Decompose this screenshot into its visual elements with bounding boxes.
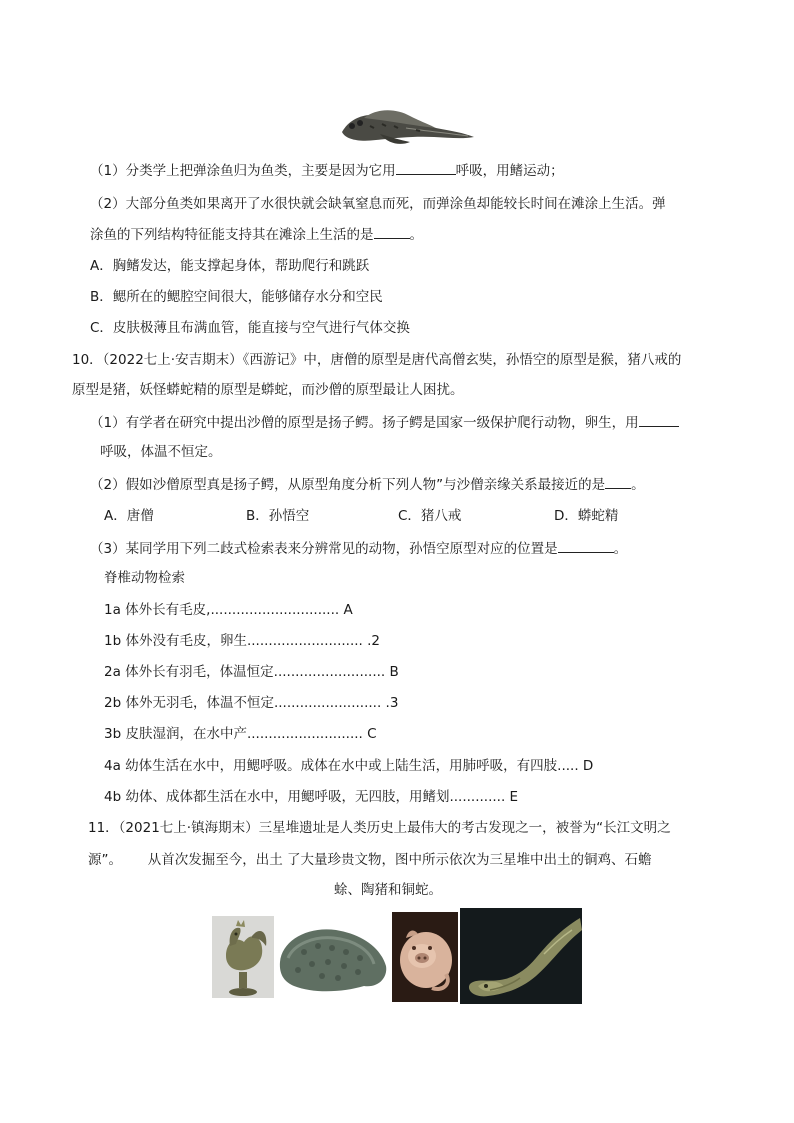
bronze-rooster-image [212,916,274,998]
q10-intro-line2: 原型是猪，妖怪蟒蛇精的原型是蟒蛇，而沙僧的原型最让人困扰。 [72,382,464,398]
key-row-4a: 4a 幼体生活在水中，用鳃呼吸。成体在水中或上陆生活，用肺呼吸，有四肢..... D [104,758,594,774]
q10-part2-text: （2）假如沙僧原型真是扬子鳄，从原型角度分析下列人物”与沙僧亲缘关系最接近的是 [90,477,606,493]
q9-part2-line2-end: 。 [409,227,423,243]
q10-part2-end: 。 [631,477,645,493]
mudskipper-image [336,104,476,148]
key-title: 脊椎动物检索 [104,570,185,586]
q10-part2-blank[interactable] [605,474,631,489]
key-row-2a: 2a 体外长有羽毛，体温恒定.......................... B [104,664,399,680]
q10-part3 [90,538,627,559]
q9-option-a: A．胸鳍发达，能支撑起身体，帮助爬行和跳跃 [90,258,370,274]
stone-toad-image [274,918,390,996]
key-row-1b: 1b 体外没有毛皮，卵生........................... .2 [104,633,380,649]
key-row-3b: 3b 皮肤湿润，在水中产........................... C [104,726,377,742]
q9-part1-blank[interactable] [396,160,456,175]
q11-line3: 蜍、陶猪和铜蛇。 [334,882,442,898]
q10-part3-end: 。 [613,541,628,557]
q11-line1: 11．（2021七上·镇海期末）三星堆遗址是人类历史上最伟大的考古发现之一，被誉为“长江文明之 [88,820,671,836]
q10-option-d: D．蟒蛇精 [554,508,619,524]
q9-part2-blank[interactable] [374,224,410,239]
q9-part2-line1: （2）大部分鱼类如果离开了水很快就会缺氧窒息而死，而弹涂鱼却能较长时间在滩涂上生活。弹 [90,196,666,212]
q10-part1-line1 [90,412,679,433]
key-row-1a: 1a 体外长有毛皮,.............................. A [104,602,353,618]
key-row-2b: 2b 体外无羽毛，体温不恒定......................... .3 [104,695,399,711]
q9-part1-text-after: 呼吸，用鳍运动； [455,163,564,179]
q11-line2: 源”。 从首次发掘至今，出土 了大量珍贵文物，图中所示依次为三星堆中出土的铜鸡、石蟾 [88,852,652,868]
q10-part1-blank[interactable] [639,412,679,427]
q9-part1 [90,160,564,181]
q9-option-b: B．鳃所在的鳃腔空间很大，能够储存水分和空民 [90,289,383,305]
q10-option-b: B．孙悟空 [246,508,310,524]
bronze-snake-image [460,908,582,1004]
q9-part1-text-before: （1）分类学上把弹涂鱼归为鱼类，主要是因为它用 [90,163,396,179]
pottery-pig-image [392,912,458,1002]
q10-part3-blank[interactable] [558,538,614,553]
q10-option-c: C．猪八戒 [398,508,462,524]
q9-part2-line2 [90,224,423,245]
q10-part3-text: （3）某同学用下列二歧式检索表来分辨常见的动物，孙悟空原型对应的位置是 [90,541,558,557]
q9-part2-line2-text: 涂鱼的下列结构特征能支持其在滩涂上生活的是 [90,227,374,243]
q10-option-a: A．唐僧 [104,508,154,524]
key-row-4b: 4b 幼体、成体都生活在水中，用鳃呼吸，无四肢，用鳍划............. E [104,789,519,805]
q9-option-c: C．皮肤极薄且布满血管，能直接与空气进行气体交换 [90,320,410,336]
q10-part1-line2: 呼吸，体温不恒定。 [100,444,222,460]
q10-part1-text: （1）有学者在研究中提出沙僧的原型是扬子鳄。扬子鳄是国家一级保护爬行动物，卵生，用 [90,415,639,431]
q10-part2 [90,474,645,495]
q10-intro-line1: 10．（2022七上·安吉期末）《西游记》中，唐僧的原型是唐代高僧玄奘，孙悟空的原型是猴，猪八戒的 [72,352,682,368]
